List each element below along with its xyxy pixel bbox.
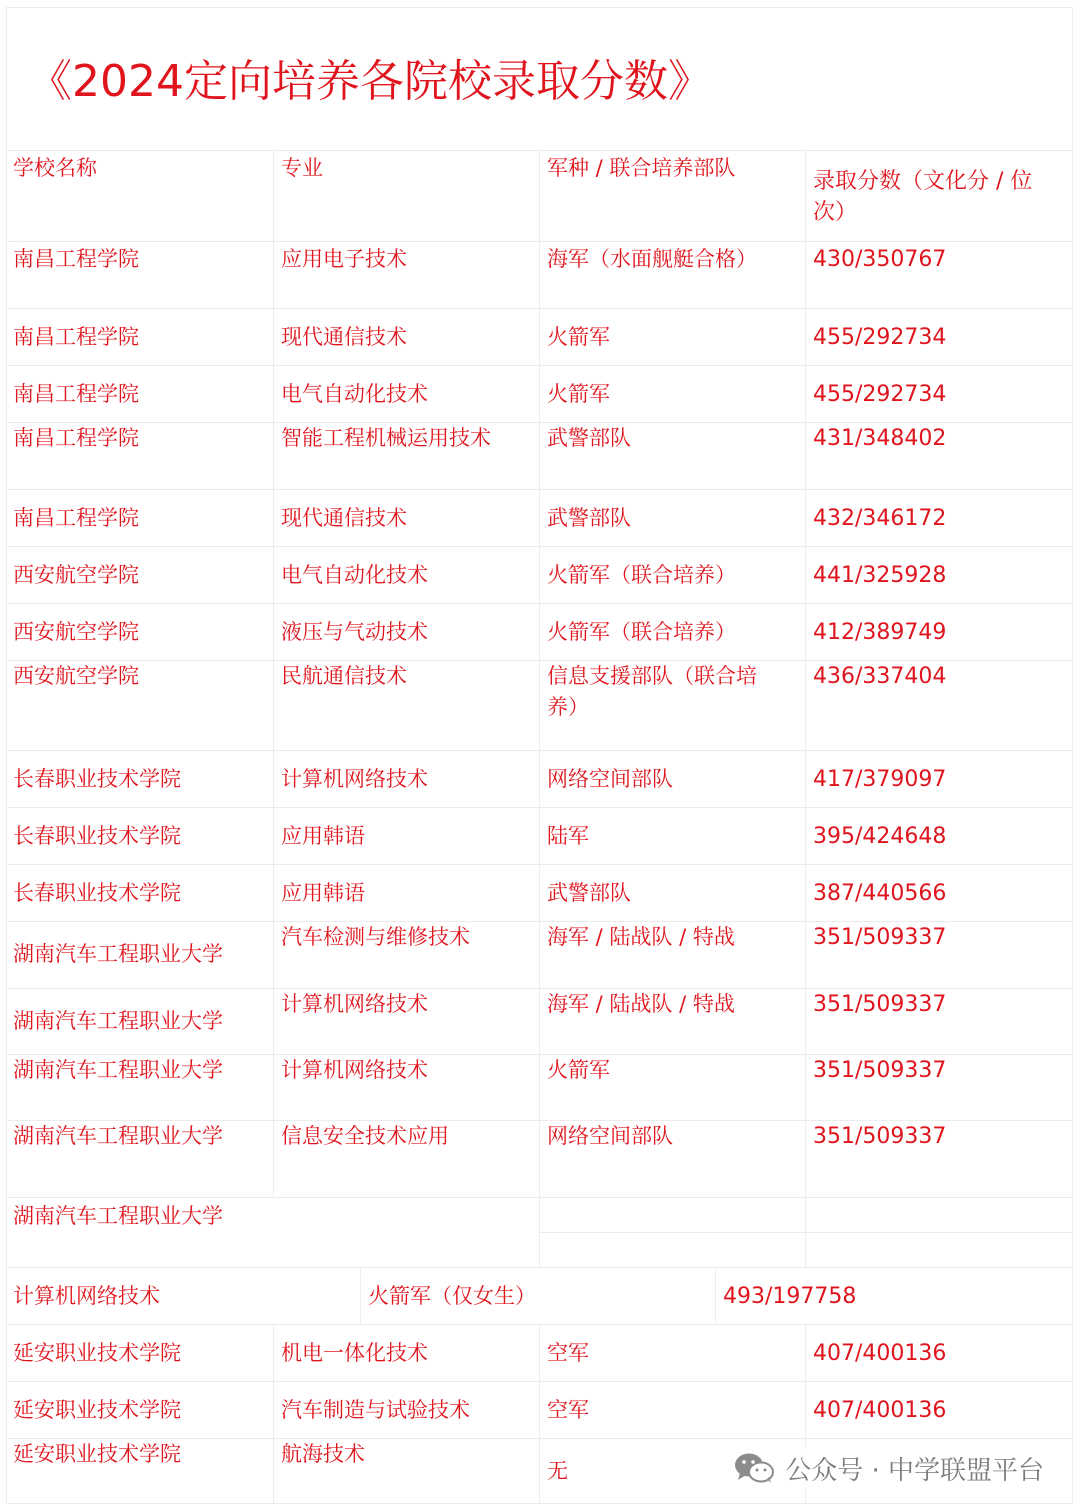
table-row-broken xyxy=(6,1197,1073,1267)
table-row xyxy=(6,489,1073,546)
major-cell: 电气自动化技术 xyxy=(273,547,539,603)
major-cell: 应用韩语 xyxy=(273,808,539,864)
major-cell: 计算机网络技术 xyxy=(13,1284,160,1308)
table-row xyxy=(6,921,1073,988)
branch-cell: 火箭军 xyxy=(539,309,805,365)
school-cell: 延安职业技术学院 xyxy=(13,1398,181,1422)
score-cell: 407/400136 xyxy=(805,1325,1073,1381)
branch-cell: 海军 / 陆战队 / 特战 xyxy=(539,922,805,988)
page-title: 《2024定向培养各院校录取分数》 xyxy=(28,56,712,107)
table-row xyxy=(6,988,1073,1054)
school-cell: 南昌工程学院 xyxy=(13,325,139,349)
table-row xyxy=(6,365,1073,422)
school-cell: 湖南汽车工程职业大学 xyxy=(13,1204,223,1228)
school-cell: 湖南汽车工程职业大学 xyxy=(13,1058,223,1082)
branch-cell: 陆军 xyxy=(539,808,805,864)
school-cell: 西安航空学院 xyxy=(13,664,139,688)
branch-cell: 海军 / 陆战队 / 特战 xyxy=(539,989,805,1054)
table-row-shifted xyxy=(6,1267,1073,1324)
table-row xyxy=(6,603,1073,660)
school-cell: 长春职业技术学院 xyxy=(13,767,181,791)
school-cell: 延安职业技术学院 xyxy=(13,1442,181,1466)
score-cell: 455/292734 xyxy=(805,366,1073,422)
major-cell: 应用电子技术 xyxy=(273,242,539,308)
watermark-text: 公众号 · 中学联盟平台 xyxy=(785,1455,1044,1486)
school-cell: 西安航空学院 xyxy=(13,620,139,644)
branch-cell: 火箭军（联合培养） xyxy=(539,604,805,660)
branch-cell: 海军（水面舰艇合格） xyxy=(539,242,805,308)
table-row xyxy=(6,1324,1073,1381)
school-cell: 长春职业技术学院 xyxy=(13,824,181,848)
school-cell: 延安职业技术学院 xyxy=(13,1341,181,1365)
score-cell: 412/389749 xyxy=(805,604,1073,660)
branch-cell: 空军 xyxy=(539,1325,805,1381)
branch-cell: 火箭军 xyxy=(539,1055,805,1120)
header-score: 录取分数（文化分 / 位次） xyxy=(805,151,1073,241)
branch-cell: 空军 xyxy=(539,1382,805,1438)
score-cell: 441/325928 xyxy=(805,547,1073,603)
school-cell: 湖南汽车工程职业大学 xyxy=(13,1009,223,1033)
major-cell: 汽车检测与维修技术 xyxy=(273,922,539,988)
score-cell: 432/346172 xyxy=(805,490,1073,546)
table-row xyxy=(6,308,1073,365)
row-divider xyxy=(539,1232,1073,1233)
score-cell: 417/379097 xyxy=(805,751,1073,807)
table-row xyxy=(6,422,1073,489)
branch-cell: 无 xyxy=(539,1439,805,1504)
school-cell: 南昌工程学院 xyxy=(13,506,139,530)
major-cell: 计算机网络技术 xyxy=(273,751,539,807)
table-row xyxy=(6,1054,1073,1120)
score-cell: 493/197758 xyxy=(715,1268,1073,1324)
table-row xyxy=(6,546,1073,603)
score-cell: 455/292734 xyxy=(805,309,1073,365)
score-cell: 351/509337 xyxy=(805,1121,1073,1197)
school-cell: 南昌工程学院 xyxy=(13,247,139,271)
table-row xyxy=(6,807,1073,864)
branch-cell: 火箭军（仅女生） xyxy=(360,1268,715,1324)
major-cell: 计算机网络技术 xyxy=(273,1055,539,1120)
major-cell: 现代通信技术 xyxy=(273,309,539,365)
wechat-icon xyxy=(733,1451,775,1485)
major-cell: 航海技术 xyxy=(273,1439,539,1504)
major-cell: 计算机网络技术 xyxy=(273,989,539,1054)
score-cell: 351/509337 xyxy=(805,1055,1073,1120)
branch-cell: 网络空间部队 xyxy=(539,1121,805,1197)
table-row xyxy=(6,241,1073,308)
score-cell: 387/440566 xyxy=(805,865,1073,921)
school-cell: 南昌工程学院 xyxy=(13,426,139,450)
score-cell: 407/400136 xyxy=(805,1382,1073,1438)
header-major: 专业 xyxy=(273,151,539,241)
major-cell: 汽车制造与试验技术 xyxy=(273,1382,539,1438)
score-cell: 430/350767 xyxy=(805,242,1073,308)
table-row xyxy=(6,750,1073,807)
school-cell: 西安航空学院 xyxy=(13,563,139,587)
score-cell: 395/424648 xyxy=(805,808,1073,864)
table-row xyxy=(6,864,1073,921)
school-cell: 南昌工程学院 xyxy=(13,382,139,406)
branch-cell: 武警部队 xyxy=(539,423,805,489)
major-cell: 电气自动化技术 xyxy=(273,366,539,422)
major-cell: 现代通信技术 xyxy=(273,490,539,546)
major-cell: 机电一体化技术 xyxy=(273,1325,539,1381)
watermark xyxy=(727,1447,1044,1489)
score-cell: 431/348402 xyxy=(805,423,1073,489)
table-row xyxy=(6,660,1073,750)
branch-cell: 火箭军 xyxy=(539,366,805,422)
major-cell: 智能工程机械运用技术 xyxy=(273,423,539,489)
major-cell: 民航通信技术 xyxy=(273,661,539,750)
branch-cell: 火箭军（联合培养） xyxy=(539,547,805,603)
major-cell: 应用韩语 xyxy=(273,865,539,921)
header-branch: 军种 / 联合培养部队 xyxy=(539,151,805,241)
score-cell: 436/337404 xyxy=(805,661,1073,750)
branch-cell: 网络空间部队 xyxy=(539,751,805,807)
score-cell: 351/509337 xyxy=(805,989,1073,1054)
table-row xyxy=(6,1120,1073,1197)
major-cell: 液压与气动技术 xyxy=(273,604,539,660)
branch-cell: 信息支援部队（联合培养） xyxy=(539,661,805,750)
school-cell: 湖南汽车工程职业大学 xyxy=(13,1124,223,1148)
table-row xyxy=(6,1381,1073,1438)
header-school: 学校名称 xyxy=(13,156,97,180)
score-cell: 351/509337 xyxy=(805,922,1073,988)
school-cell: 湖南汽车工程职业大学 xyxy=(13,942,223,966)
branch-cell: 武警部队 xyxy=(539,490,805,546)
table-header-row xyxy=(6,150,1073,241)
major-cell: 信息安全技术应用 xyxy=(273,1121,539,1197)
branch-cell: 武警部队 xyxy=(539,865,805,921)
school-cell: 长春职业技术学院 xyxy=(13,881,181,905)
